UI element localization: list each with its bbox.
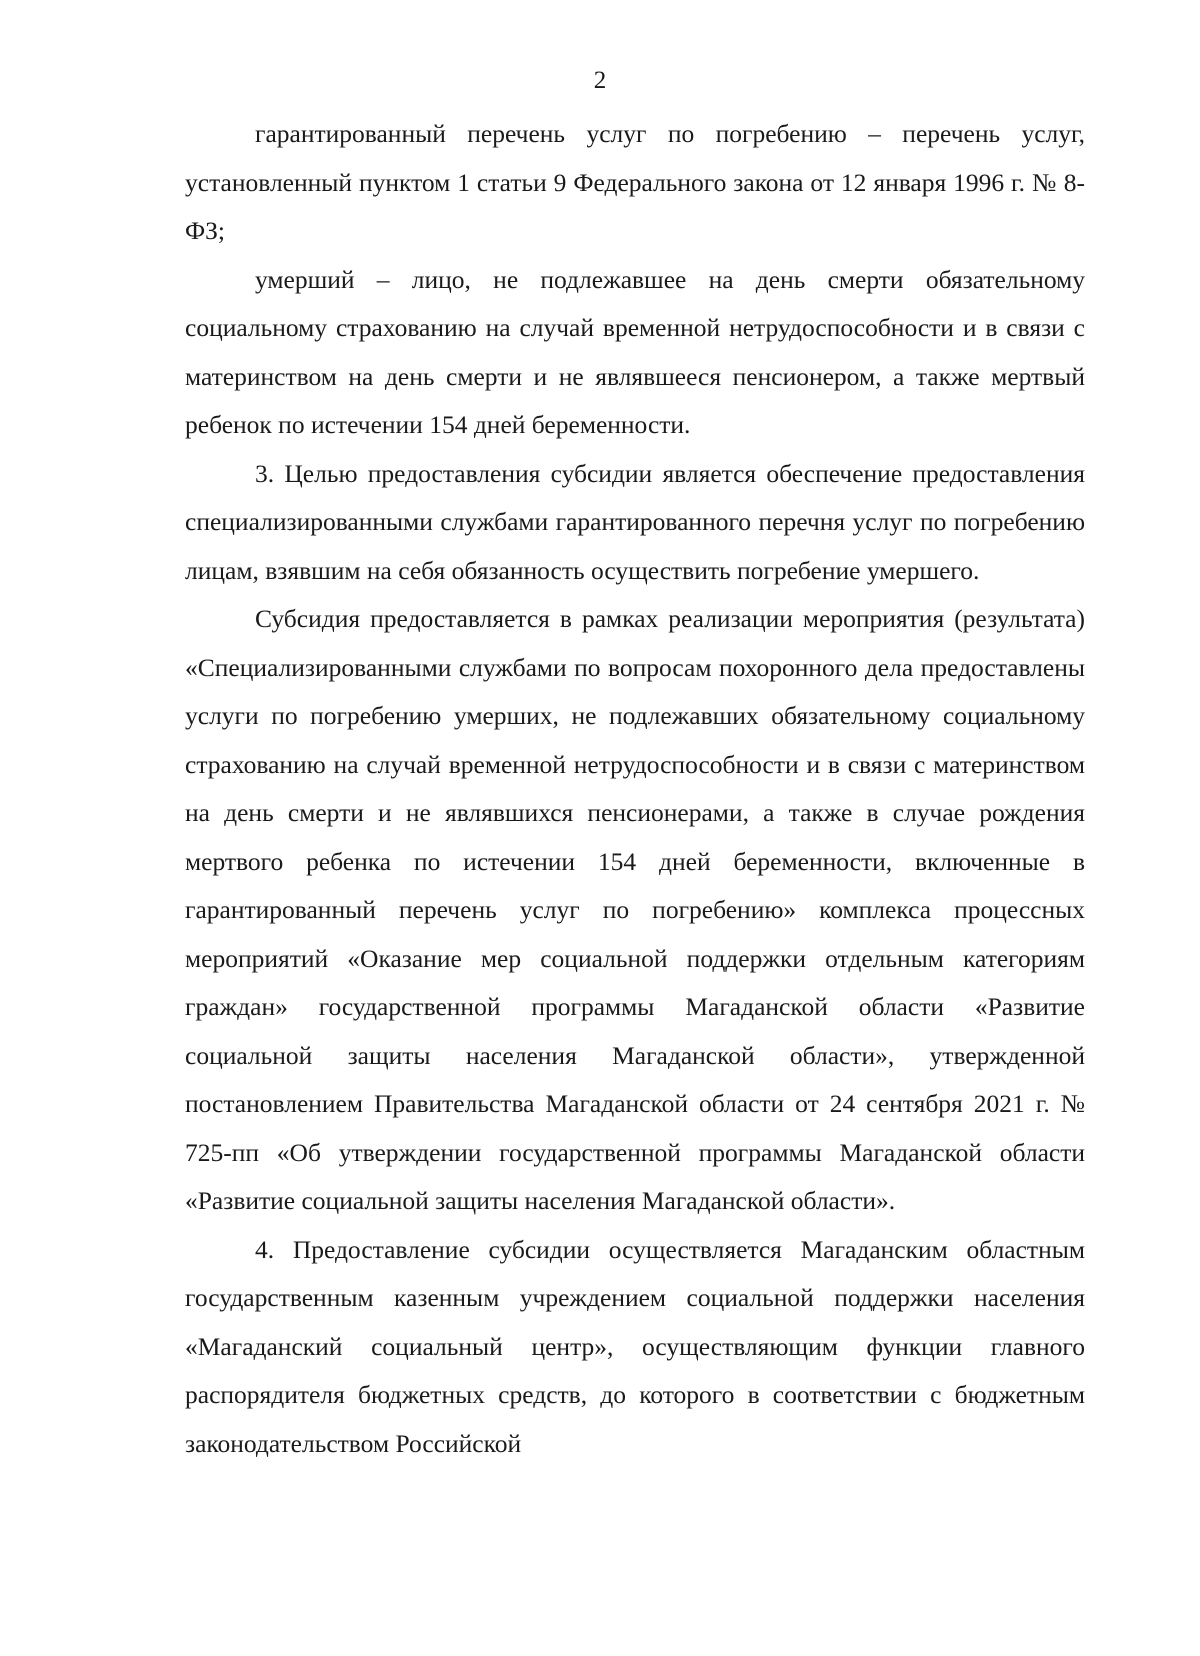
paragraph-section-4: 4. Предоставление субсидии осуществляется Магаданским областным государственным казенным учреждением социальной поддержки населения «Магаданский социальный центр», осуществляющим функции главного распорядителя бюджетных средств, до которого в соответствии с бюджетным законодательством Российской xyxy=(185,1234,1085,1458)
paragraph-section-3: 3. Целью предоставления субсидии является обеспечение предоставления специализированными службами гарантированного перечня услуг по погребению лицам, взявшим на себя обязанность осуществить погребение умершего. xyxy=(185,458,1085,585)
document-body xyxy=(185,110,1085,1468)
paragraph-definition-guaranteed-list: гарантированный перечень услуг по погребению – перечень услуг, установленный пунктом 1 статьи 9 Федерального закона от 12 января 1996 г. № 8-ФЗ; xyxy=(185,119,1085,245)
paragraph-definition-deceased: умерший – лицо, не подлежавшее на день смерти обязательному социальному страхованию на случай временной нетрудоспособности и в связи с материнством на день смерти и не являвшееся пенсионером, а также мертвый ребенок по истечении 154 дней беременности. xyxy=(185,264,1085,439)
paragraph-subsidy-framework: Субсидия предоставляется в рамках реализации мероприятия (результата) «Специализированными службами по вопросам похоронного дела предоставлены услуги по погребению умерших, не подлежавших обязательному социальному страхованию на случай временной нетрудоспособности и в связи с материнством на день смерти и не являвшихся пенсионерами, а также в случае рождения мертвого ребенка по истечении 154 дней беременности, включенные в гарантированный перечень услуг по погребению» комплекса процессных мероприятий «Оказание мер социальной поддержки отдельным категориям граждан» государственной программы Магаданской области «Развитие социальной защиты населения Магаданской области», утвержденной постановлением Правительства Магаданской области от 24 сентября 2021 г. № 725-пп «Об утверждении государственной программы Магаданской области «Развитие социальной защиты населения Магаданской области». xyxy=(185,604,1085,1215)
page-number: 2 xyxy=(593,67,607,94)
